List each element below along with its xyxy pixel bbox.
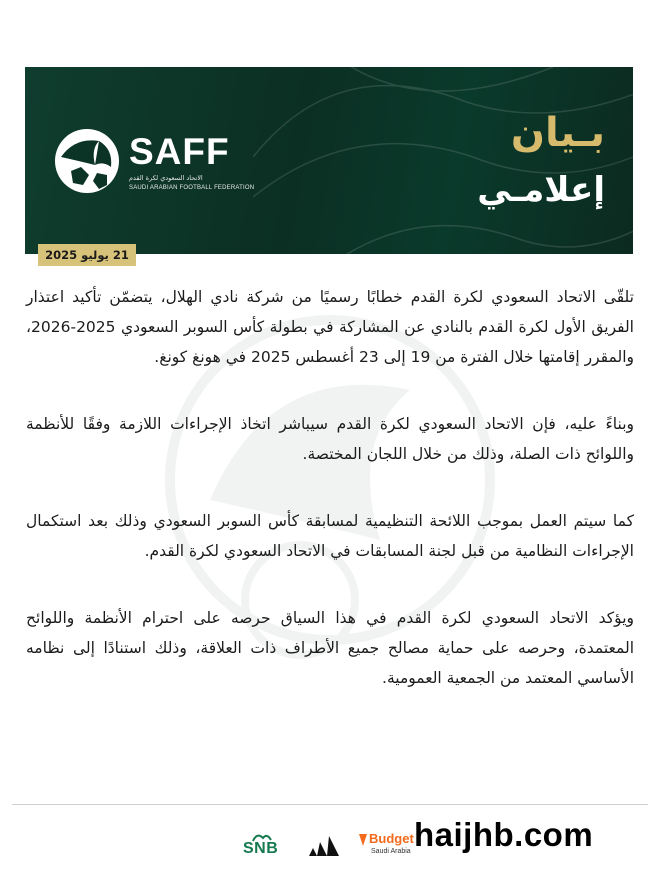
paragraph-2: وبناءً عليه، فإن الاتحاد السعودي لكرة القدم سيباشر اتخاذ الإجراءات اللازمة وفقًا للأنظمة واللوائح ذات الصلة، وذلك من خلال اللجان المختصة. xyxy=(26,415,634,463)
adidas-logo-icon xyxy=(307,832,343,856)
paragraph-3: كما سيتم العمل بموجب اللائحة التنظيمية لمسابقة كأس السوبر السعودي وذلك بعد استكمال الإجراءات النظامية من قبل لجنة المسابقات في الاتحاد السعودي لكرة القدم. xyxy=(26,512,634,560)
snb-sponsor-logo xyxy=(243,832,293,858)
statement-title-line2: إعلامـي xyxy=(477,170,605,210)
statement-body xyxy=(26,282,634,730)
snb-text: SNB xyxy=(243,840,279,857)
paragraph-4: ويؤكد الاتحاد السعودي لكرة القدم في هذا السياق حرصه على احترام الأنظمة واللوائح المعتمدة، وحرصه على حماية مصالح جميع الأطراف ذات العلاقة، وذلك استنادًا إلى نظامه الأساسي المعتمد من الجمعية العمومية. xyxy=(26,609,634,687)
saff-falcon-ball-icon xyxy=(53,127,121,195)
statement-title-line1: بـيان xyxy=(510,110,605,156)
budget-mark-icon xyxy=(357,832,369,848)
budget-subtext: Saudi Arabia xyxy=(371,848,411,855)
header-banner xyxy=(25,67,633,254)
footer-divider xyxy=(12,804,648,805)
saff-logo-arabic-subtitle: الاتحاد السعودي لكرة القدم xyxy=(129,174,203,182)
site-watermark: haijhb.com xyxy=(414,816,594,853)
paragraph-1: تلقّى الاتحاد السعودي لكرة القدم خطابًا رسميًا من شركة نادي الهلال، يتضمّن تأكيد اعتذار الفريق الأول لكرة القدم بالنادي عن المشاركة في بطولة كأس السوبر السعودي 2025-2026، والمقرر إقامتها خلال الفترة من 19 إلى 23 أغسطس 2025 في هونغ كونغ. xyxy=(26,288,634,366)
banner-pattern-icon xyxy=(253,67,633,254)
budget-text: Budget xyxy=(369,831,414,846)
saff-logo-text: SAFF xyxy=(129,131,230,172)
saff-logo-english-subtitle: SAUDI ARABIAN FOOTBALL FEDERATION xyxy=(129,185,255,191)
budget-sponsor-logo xyxy=(357,830,417,858)
date-badge: 21 يوليو 2025 xyxy=(38,244,136,266)
